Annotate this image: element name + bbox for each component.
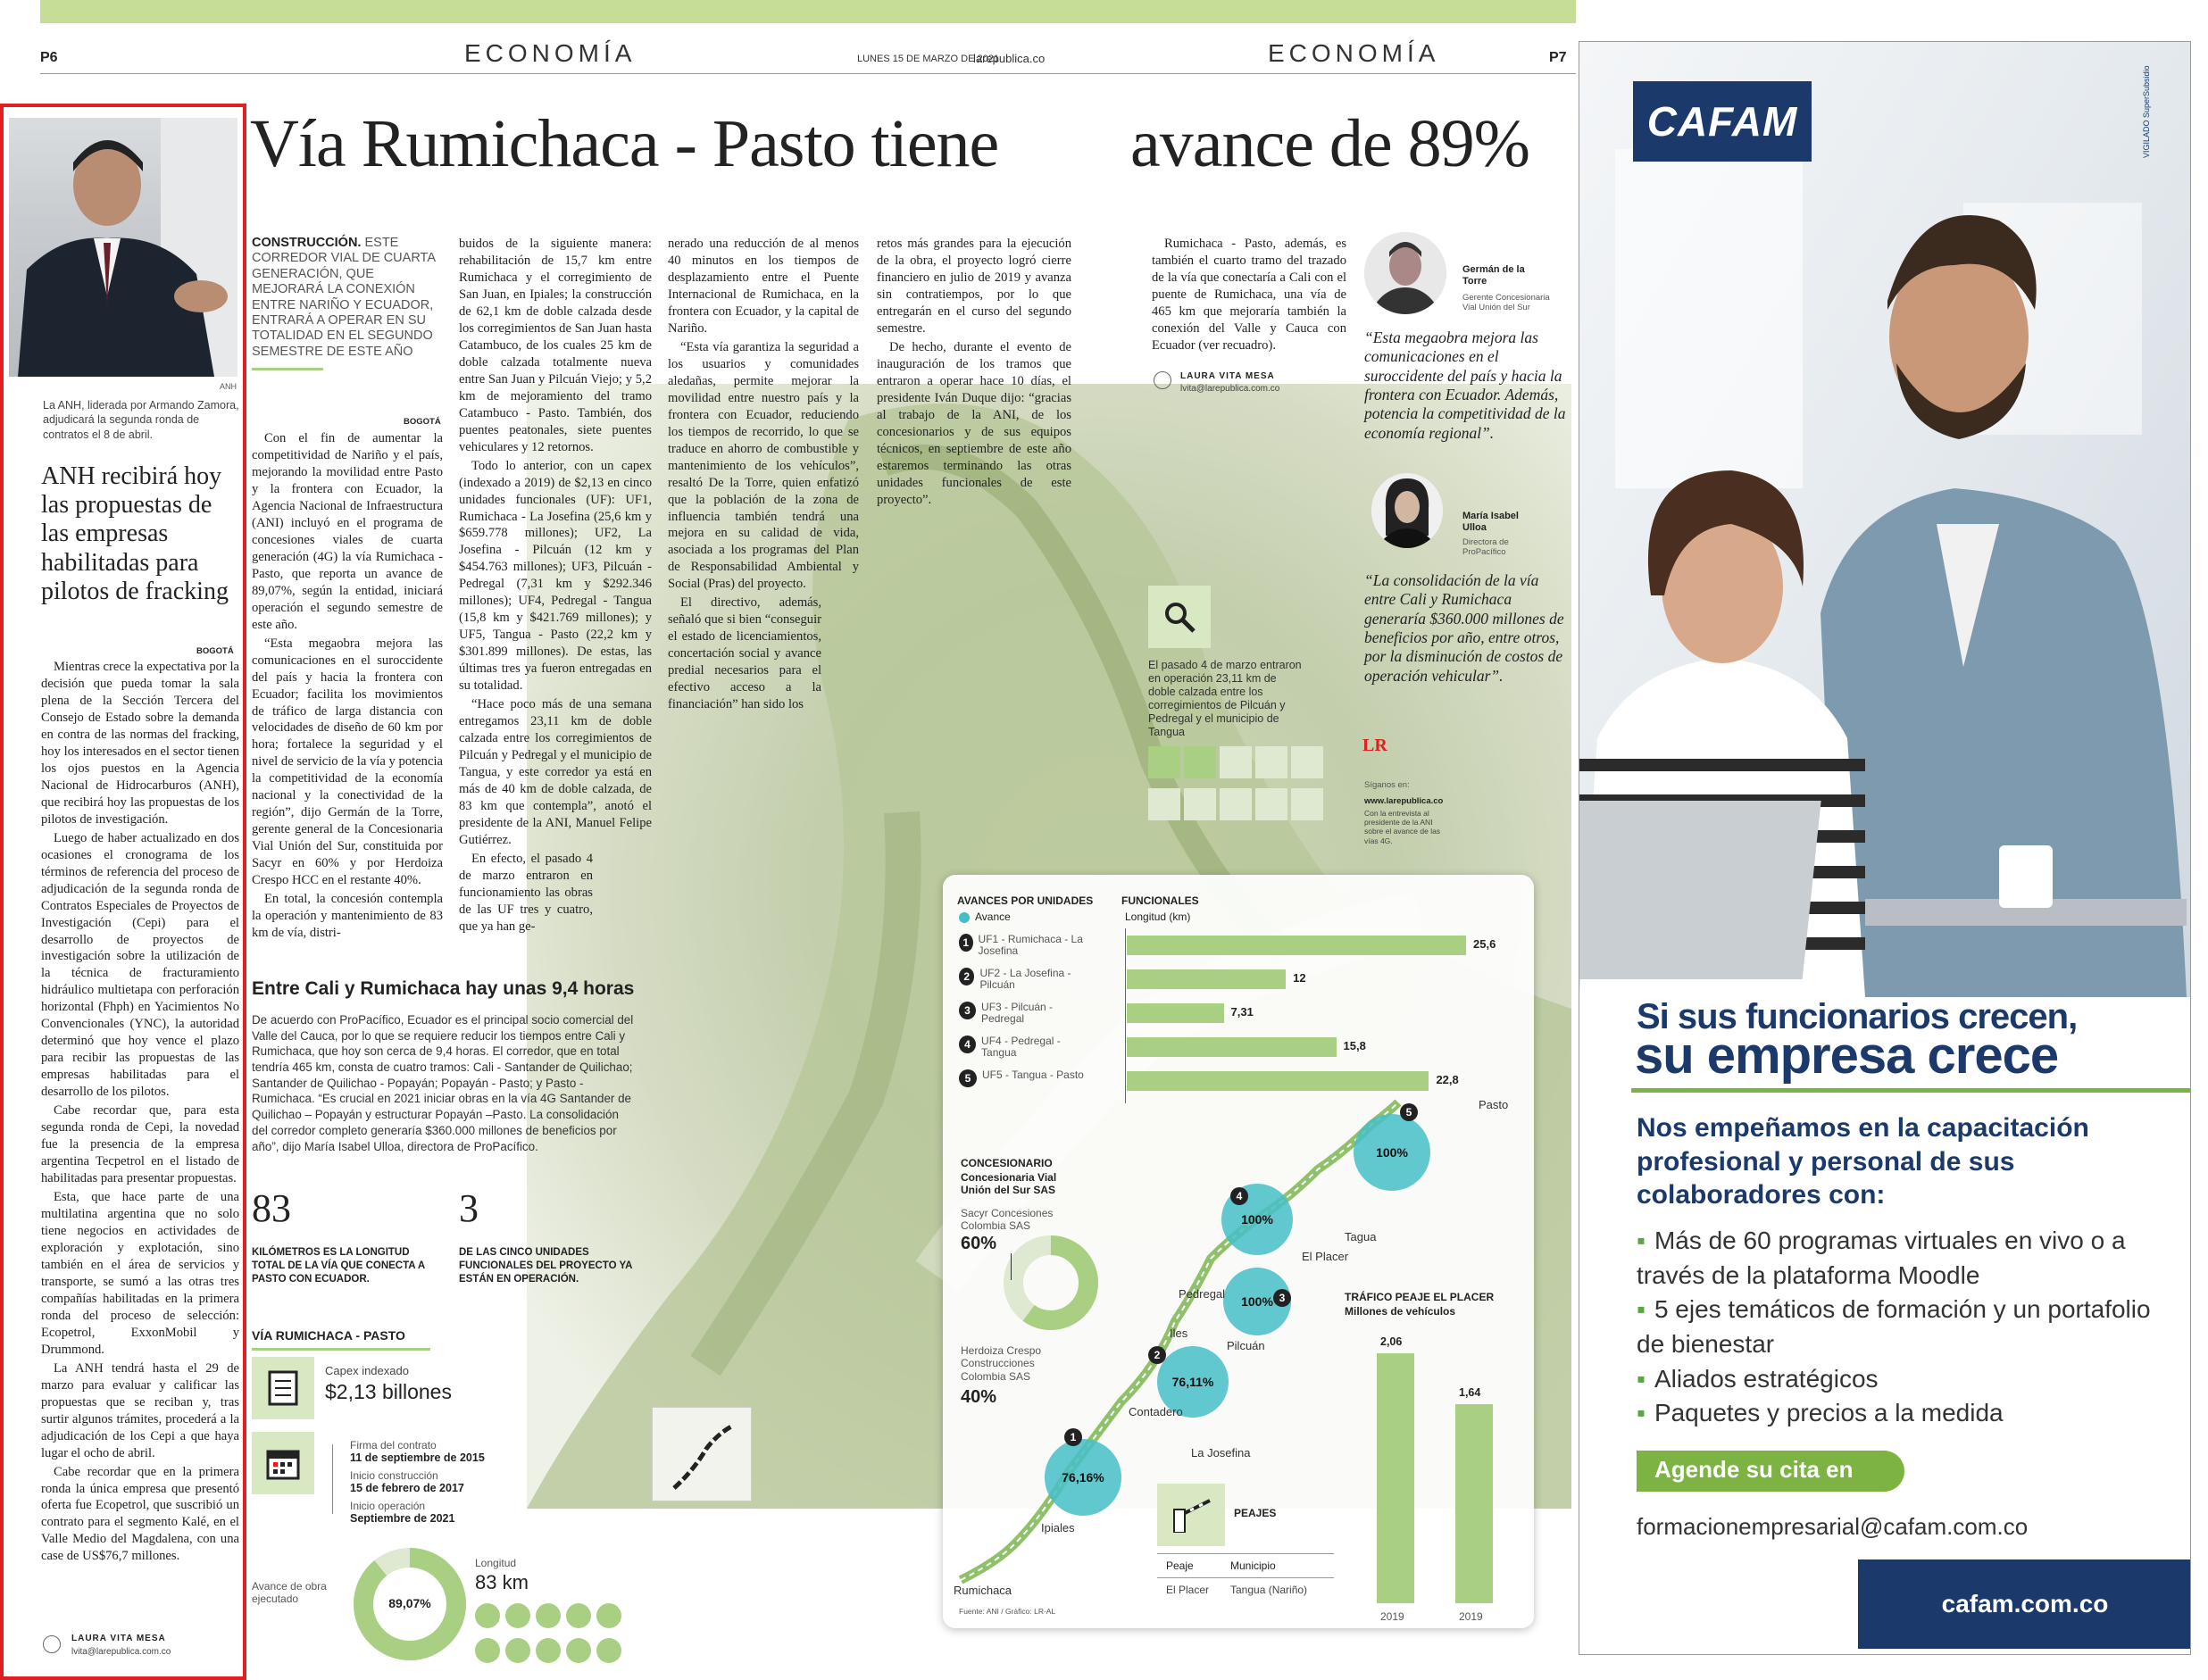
length-dot [566, 1638, 591, 1663]
ad-bullet: ▪ 5 ejes temáticos de formación y un portafolio de bienestar [1637, 1295, 2151, 1358]
main-paragraph: buidos de la siguiente manera: rehabilitación de 15,7 km entre Rumichaca y el corregimiento de San Juan, en Ipiales; la construcción de 62,1 km de doble calzada desde los corregimientos de San Juan hasta Catambuco, de los cuales 25 km de doble calzada totalmente nueva entre San Juan y Pilcuán Viejo; y 5,2 km de mejoramiento del tramo Catambuco - Pasto. También, dos puentes peatonales, siete puentes vehiculares y 12 retornos. [459, 237, 652, 454]
avance-label: Avance de obra ejecutado [252, 1580, 327, 1606]
avance-value: 89,07% [388, 1596, 431, 1610]
author-icon [43, 1635, 61, 1653]
ad-headline-2: su empresa crece [1635, 1027, 2059, 1085]
length-dot [566, 1603, 591, 1628]
header-date: LUNES 15 DE MARZO DE 2021 [857, 54, 999, 64]
factbox-rule [252, 1348, 430, 1351]
circle-pct: 100% [1376, 1145, 1408, 1160]
main-headline-part-a: Vía Rumichaca - Pasto tiene [250, 106, 999, 181]
ad-bullet: ▪ Paquetes y precios a la medida [1637, 1399, 2004, 1427]
main-col-5 [1152, 236, 1346, 356]
timeline-line [332, 1444, 333, 1514]
main-paragraph: nerado una reducción de al menos 40 minutos en los tiempos de desplazamiento entre el Puente Internacional de Rumichaca, en la frontera con Ecuador, y la capital de Nariño. [668, 237, 859, 336]
units-title: AVANCES POR UNIDADES [957, 894, 1094, 907]
document-icon-box [252, 1357, 314, 1419]
story-deck [252, 236, 441, 360]
ad-vigilado: VIGILADO SuperSubsidio [2142, 65, 2151, 158]
lr-logo: LR [1362, 736, 1387, 755]
main-paragraph: retos más grandes para la ejecución de la obra, el proyecto logró cierre financiero en julio de 2019 y avanza sin contratiempos, por lo que entregarán en el curso del segundo semestre. [877, 237, 1071, 336]
sub-headline: Entre Cali y Rumichaca hay unas 9,4 horas [252, 978, 635, 999]
ad-photo [1579, 42, 2191, 997]
toll-icon-box [1157, 1484, 1225, 1546]
length-bar-label: 12 [1293, 971, 1306, 985]
main-dateline: BOGOTÁ [404, 417, 441, 427]
follow-text: Con la entrevista al presidente de la ANI sobre el avance de las vías 4G. [1364, 809, 1441, 845]
quote1-name: Germán de la Torre [1462, 264, 1525, 287]
document-icon [268, 1370, 298, 1406]
length-bar-label: 15,8 [1343, 1039, 1366, 1052]
search-icon-box [1148, 586, 1211, 648]
top-green-bar [40, 0, 1576, 23]
peaje-col-header: Peaje [1166, 1559, 1194, 1572]
stat2-number: 3 [459, 1186, 479, 1230]
main-paragraph: Rumichaca - Pasto, además, es también el cuarto tramo del trazado de la vía que conectaría a Cali con el puente de Rumichaca, una vía de 465 km que mejoraría también la conexión del Valle y Cauca con Ecuador (ver recuadro). [1152, 237, 1346, 353]
circle-pct: 100% [1241, 1212, 1273, 1227]
capex-label: Capex indexado [325, 1364, 409, 1377]
progress-square [1184, 788, 1216, 820]
circle-pct: 76,16% [1062, 1470, 1104, 1485]
follow-label: Síganos en: [1364, 780, 1410, 790]
longitud-label: Longitud [475, 1557, 517, 1569]
herdoiza-pct: 40% [961, 1387, 997, 1407]
left-paragraph: Luego de haber actualizado en dos ocasiones el cronograma de los términos de referencia del proceso de adjudicación de la segunda ronda de Contratos Especiales de Proyectos de Investigación (Cepi) para el desarrollo de proyectos de investigación sobre la utilización de la técnica de fracturamiento hidráulico multietapa con perforación horizontal (Fhph) en Yacimientos No Convencionales (YNC), la autoridad determinó que hoy vence el plazo para recibir las propuestas de las empresas habilitadas para el desarrollo de los pilotos. [41, 830, 239, 1100]
left-story-dateline: BOGOTÁ [196, 646, 234, 656]
factbox-title: VÍA RUMICHACA - PASTO [252, 1328, 405, 1343]
place-label: El Placer [1302, 1250, 1349, 1263]
length-bar [1127, 1071, 1429, 1091]
progress-square [1255, 788, 1287, 820]
calendar-icon-box [252, 1432, 314, 1494]
operacion-value: Septiembre de 2021 [350, 1512, 455, 1525]
length-dot [475, 1603, 500, 1628]
main-paragraph: El directivo, además, señaló que si bien “conseguir el estado de licenciamientos, concertación social y avance predial necesarios para el efectivo acceso a la financiación” han sido los [668, 595, 821, 712]
main-col-1 [252, 430, 443, 944]
ad-frame [1579, 41, 2191, 1655]
unit-row [959, 1035, 1093, 1059]
left-paragraph: La ANH tendrá hasta el 29 de marzo para evaluar y calificar las propuestas que se reciban y, tras surtir algunos trámites, procederá a la adjudicación de los Cepi a que haya lugar el ocho de abril. [41, 1360, 239, 1460]
deck-rule [252, 368, 323, 370]
search-icon [1162, 599, 1197, 635]
traffic-bar [1455, 1404, 1493, 1603]
length-dot [505, 1603, 530, 1628]
peaje-table [1157, 1553, 1334, 1601]
place-label: Pilcuán [1227, 1339, 1265, 1352]
unit-number: 5 [959, 1069, 977, 1087]
sub-text: De acuerdo con ProPacífico, Ecuador es el principal socio comercial del Valle del Cauca, por lo que se requiere reducir los tiempos entre Cali y Rumichaca, que hoy son cerca de 9,4 horas. El corredor, que en total tendría 465 km, consta de cuatro tramos: Cali - Santander de Quilichao; Santander de Quilichao - Popayán; Popayán - Pasto; y Pasto - Rumichaca. “Es crucial en 2021 iniciar obras en la vía 4G Santander de Quilichao – Popayán y estructurar Popayán –Pasto. La consolidación del corredor completo generaría $360.000 millones de beneficios por año”, dijo María Isabel Ulloa, directora de ProPacífico. [252, 1013, 634, 1153]
main-paragraph: Con el fin de aumentar la competitividad de Nariño y el país, mejorando la movilidad entre Pasto y la frontera con Ecuador, la Agencia Nacional de Infraestructura (ANI) incluyó en el programa de concesiones viales de cuarta generación (4G) la vía Rumichaca - Pasto, que reporta un avance de 89,07%, según la entidad, iniciará operación el segundo semestre de este año. [252, 431, 443, 632]
unit-row [959, 1069, 1093, 1087]
inicio-value: 15 de febrero de 2017 [350, 1482, 464, 1494]
main-headline-part-b: avance de 89% [1130, 106, 1529, 181]
header-site: larepublica.co [973, 52, 1046, 65]
left-paragraph: Cabe recordar que, para esta segunda ronda de Cepi, la novedad fue la presencia de la empresa argentina Tecpetrol en el listado de habilitadas para presentar propuestas. [41, 1103, 239, 1186]
quote1-photo [1364, 232, 1446, 314]
quote1-role: Gerente Concesionaria Vial Unión del Sur [1462, 293, 1550, 313]
main-paragraph: En efecto, el pasado 4 de marzo entraron en funcionamiento las obras de las UF tres y cuatro, que ya han ge- [459, 851, 593, 934]
ad-bullet: ▪ Aliados estratégicos [1637, 1364, 1879, 1393]
peaje-municipio: Tangua (Nariño) [1230, 1584, 1308, 1596]
story-kicker: CONSTRUCCIÓN. [252, 236, 362, 250]
length-bar [1127, 936, 1466, 955]
length-bar-label: 7,31 [1230, 1005, 1254, 1019]
bar-axis [1125, 928, 1126, 1103]
progress-square [1220, 746, 1252, 778]
page-number-right: P7 [1549, 50, 1567, 65]
ad-cta-button[interactable] [1637, 1451, 1904, 1492]
stat2-label: DE LAS CINCO UNIDADES FUNCIONALES DEL PROYECTO YA ESTÁN EN OPERACIÓN. [459, 1247, 633, 1285]
unit-name: UF5 - Tangua - Pasto [982, 1069, 1084, 1081]
progress-circle-1 [1045, 1439, 1121, 1516]
main-paragraph: “Hace poco más de una semana entregamos 23,11 km de doble calzada entre los corregimientos de Pilcuán y Pedregal y el municipio de Tangua, y este corredor ya está en más de 40 km de doble calzada, de 83 km que contempla”, anotó el presidente de la ANI, Manuel Felipe Gutiérrez. [459, 697, 652, 847]
main-paragraph: De hecho, durante el evento de inauguración de los tramos que entraron a operar hace 10 días, el presidente Iván Duque dijo: “gracias al trabajo de la ANI, de los concesionarios y de sus equipos técnicos, en septiembre de este año estaremos terminando las otras unidades funcionales de este proyecto”. [877, 339, 1071, 507]
unit-name: UF1 - Rumichaca - La Josefina [978, 933, 1083, 958]
unit-number: 4 [959, 1035, 976, 1053]
longitud-dots [475, 1603, 654, 1668]
main-col-4 [877, 236, 1071, 511]
story-deck-text: ESTE CORREDOR VIAL DE CUARTA GENERACIÓN, QUE MEJORARÁ LA CONEXIÓN ENTRE NARIÑO Y ECUADOR, ENTRARÁ A OPERAR EN SU TOTALIDAD EN EL SEGUNDO SEMESTRE DE ESTE AÑO [252, 236, 436, 359]
author-icon [1154, 371, 1171, 389]
left-paragraph: Cabe recordar que en la primera ronda la única empresa que presentó oferta fue Ecopetrol, que suscribió un contrato para el segmento Kalé, en el Valle Medio del Magdalena, con una case de US$76,7 millones. [41, 1464, 239, 1564]
length-dot [536, 1603, 561, 1628]
inicio-label: Inicio construcción [350, 1469, 438, 1482]
sacyr-name: Sacyr Concesiones Colombia SAS [961, 1207, 1054, 1233]
avance-ring [350, 1544, 470, 1664]
main-paragraph: “Esta vía garantiza la seguridad a los usuarios y comunidades aledañas, permite mejorar la movilidad entre nuestro país y la frontera con Ecuador, reduciendo los tiempos de recorrido, lo que se traduce en ahorro de combustible y mantenimiento de los vehículos”, resaltó De la Torre, quien enfatizó que la población de la zona de influencia también tendrá una mejora en su calidad de vida, asociada a los programas del Plan de Responsabilidad Ambiental y Social (Pras) del proyecto. [668, 339, 859, 592]
route-line [943, 1098, 1534, 1607]
length-dot [596, 1603, 621, 1628]
left-author: LAURA VITA MESA [71, 1634, 166, 1643]
funcionales-title: FUNCIONALES [1121, 894, 1199, 907]
traffic-bar-label: 2,06 [1380, 1335, 1403, 1348]
firma-value: 11 de septiembre de 2015 [350, 1451, 485, 1464]
main-author-email: lvita@larepublica.com.co [1180, 384, 1280, 394]
main-col-2 [459, 236, 652, 937]
traffic-year-label: 2019 [1380, 1610, 1404, 1623]
photo-credit: ANH [220, 382, 237, 391]
unit-number: 1 [959, 934, 973, 952]
main-paragraph: En total, la concesión contempla la operación y mantenimiento de 83 km de vía, distri- [252, 892, 443, 941]
length-bar-label: 22,8 [1436, 1073, 1459, 1086]
left-story-headline: ANH recibirá hoy las propuestas de las empresas habilitadas para pilotos de fracking [41, 462, 229, 605]
length-bar [1127, 969, 1286, 989]
unit-number: 2 [959, 968, 974, 986]
unit-name: UF3 - Pilcuán - Pedregal [981, 1001, 1054, 1026]
place-label: La Josefina [1191, 1446, 1251, 1460]
peaje-name: El Placer [1166, 1584, 1210, 1596]
quote2-text: “La consolidación de la vía entre Cali y Rumichaca generaría $360.000 millones de beneficios por año, entre otros, por la disminución de costos de operación vehicular”. [1364, 571, 1564, 685]
concesionario-name: Concesionaria Vial Unión del Sur SAS [961, 1171, 1057, 1197]
graphic-source: Fuente: ANI / Gráfico: LR-AL [959, 1607, 1056, 1616]
herdoiza-name: Herdoiza Crespo Construcciones Colombia SAS [961, 1344, 1042, 1383]
quote1-text: “Esta megaobra mejora las comunicaciones en el suroccidente del país y hacia la frontera con Ecuador. Además, potencia la competitividad de la economía regional”. [1364, 329, 1566, 442]
traffic-bar [1377, 1353, 1414, 1603]
progress-square [1184, 746, 1216, 778]
circle-number: 2 [1148, 1346, 1166, 1364]
capex-value: $2,13 billones [325, 1380, 452, 1403]
place-label: Contadero [1129, 1405, 1183, 1418]
municipio-col-header: Municipio [1230, 1559, 1276, 1572]
place-label: Ipiales [1041, 1521, 1075, 1534]
place-label: Iles [1170, 1327, 1188, 1340]
length-bar-label: 25,6 [1473, 937, 1496, 951]
toll-gate-icon [1171, 1497, 1212, 1533]
ad-intro: Nos empeñamos en la capacitación profesional y personal de sus colaboradores con: [1637, 1113, 2089, 1210]
cafam-logo: CAFAM [1646, 98, 1798, 145]
ad-url: cafam.com.co [1941, 1590, 2109, 1618]
circle-pct: 76,11% [1171, 1375, 1214, 1389]
page-number-left: P6 [40, 50, 58, 65]
circle-number: 5 [1400, 1103, 1418, 1121]
length-bar [1127, 1037, 1337, 1057]
unit-number: 3 [959, 1002, 976, 1019]
ad-headline-1: Si sus funcionarios crecen, [1637, 997, 2078, 1036]
main-col-3 [668, 236, 859, 715]
main-author: LAURA VITA MESA [1180, 371, 1275, 381]
infobox-squares [1148, 746, 1345, 830]
sacyr-pct: 60% [961, 1234, 997, 1253]
unit-row [959, 1002, 1093, 1025]
progress-square [1291, 746, 1323, 778]
stat1-number: 83 [252, 1186, 291, 1230]
progress-circle-5 [1354, 1114, 1430, 1191]
trafico-unit: Millones de vehículos [1345, 1305, 1456, 1318]
length-dot [536, 1638, 561, 1663]
length-dot [505, 1638, 530, 1663]
circle-number: 3 [1273, 1289, 1291, 1307]
ad-url-bar[interactable] [1858, 1559, 2191, 1649]
main-paragraph: “Esta megaobra mejora las comunicaciones en el suroccidente del país y hacia la frontera con Ecuador; facilita los movimientos de tráfico de larga distancia con velocidades de diseño de 60 km por hora; fortalece la seguridad y el nivel de servicio de la vía y potencia la competitividad de la economía nacional y la conectividad de la región”, dijo Germán de la Torre, gerente general de la Concesionaria Vial Unión del Sur, constituida por Sacyr en 60% y por Herdoiza Crespo HCC en el restante 40%. [252, 636, 443, 888]
place-label: Pedregal [1179, 1287, 1226, 1301]
circle-number: 1 [1064, 1428, 1082, 1446]
ad-bullet: ▪ Más de 60 programas virtuales en vivo o a través de la plataforma Moodle [1637, 1227, 2126, 1289]
progress-square [1220, 788, 1252, 820]
place-label: Tagua [1345, 1230, 1377, 1243]
quote2-role: Directora de ProPacífico [1462, 537, 1509, 558]
ad-logo-box [1633, 81, 1812, 162]
legend-avance-dot [959, 912, 970, 923]
unit-row [959, 934, 1093, 957]
map-inset [652, 1407, 752, 1501]
progress-square [1148, 746, 1180, 778]
length-bar [1127, 1003, 1224, 1023]
length-dot [596, 1638, 621, 1663]
circle-number: 4 [1230, 1187, 1248, 1205]
place-label: Rumichaca [954, 1584, 1012, 1597]
header-rule [40, 73, 1576, 74]
unit-row [959, 968, 1093, 991]
progress-square [1148, 788, 1180, 820]
quote2-name: María Isabel Ulloa [1462, 511, 1519, 534]
longitud-axis-label: Longitud (km) [1125, 911, 1191, 923]
left-story-body [41, 659, 239, 1567]
traffic-year-label: 2019 [1459, 1610, 1483, 1623]
left-author-email: lvita@larepublica.com.co [71, 1647, 171, 1657]
quote2-photo [1371, 473, 1443, 548]
longitud-value: 83 km [475, 1571, 529, 1593]
progress-square [1255, 746, 1287, 778]
operacion-label: Inicio operación [350, 1500, 426, 1512]
left-paragraph: Mientras crece la expectativa por la decisión que pueda tomar la sala plena de la Sección Tercera del Consejo de Estado sobre la demanda en contra de las normas del fracking, hoy los interesados en el sector tienen los ojos puestos en la Agencia Nacional de Hidrocarburos (ANH), que recibirá hoy las propuestas de los pilotos de investigación. [41, 660, 239, 827]
follow-site[interactable]: www.larepublica.co [1364, 796, 1444, 806]
main-paragraph: Todo lo anterior, con un capex (indexado a 2019) de $2,13 en cinco unidades funcionales (UF): UF1, Rumichaca - La Josefina (25,6 km y $659.778 millones); UF2, La Josefina - Pilcuán (12 km y $454.763 millones); UF3, Pilcuán - Pedregal (7,31 km y $292.346 millones); UF4, Pedregal - Tangua (15,8 km y $421.769 millones); y UF5, Tangua - Pasto (22,2 km y $301.899 millones). De estas, las últimas tres ya fueron entregadas en su totalidad. [459, 458, 652, 694]
ad-cta-label: Agende su cita en [1654, 1456, 1854, 1483]
left-paragraph: Esta, que hace parte de una multilatina argentina que no solo tiene negocios en actividades de exploración y explotación, sino también en el área de servicios y transporte, se sumó a las otras tres compañías habilitadas en la primera ronda del proceso de selección: Ecopetrol, ExxonMobil y Drummond. [41, 1190, 239, 1357]
length-dot [475, 1638, 500, 1663]
stat1-label: KILÓMETROS ES LA LONGITUD TOTAL DE LA VÍA QUE CONECTA A PASTO CON ECUADOR. [252, 1247, 425, 1285]
peajes-title: PEAJES [1234, 1507, 1277, 1519]
unit-name: UF2 - La Josefina - Pilcuán [979, 967, 1071, 992]
ad-email[interactable]: formacionempresarial@cafam.com.co [1637, 1513, 2029, 1540]
traffic-bar-label: 1,64 [1459, 1386, 1481, 1400]
section-left: ECONOMÍA [464, 39, 637, 67]
section-right: ECONOMÍA [1268, 39, 1440, 67]
trafico-title: TRÁFICO PEAJE EL PLACER [1345, 1291, 1495, 1303]
left-story-caption: La ANH, liderada por Armando Zamora, adjudicará la segunda ronda de contratos el 8 de abril. [43, 399, 239, 441]
left-story-photo [9, 118, 237, 377]
firma-label: Firma del contrato [350, 1439, 437, 1451]
ad-bullets [1637, 1224, 2163, 1431]
calendar-icon [266, 1446, 300, 1480]
infobox-text: El pasado 4 de marzo entraron en operación 23,11 km de doble calzada entre los corregimientos de Pilcuán y Pedregal y el municipio de Tangua [1148, 659, 1302, 738]
place-label: Pasto [1479, 1098, 1509, 1111]
ad-rule [1631, 1088, 2190, 1093]
circle-pct: 100% [1241, 1294, 1273, 1309]
progress-square [1291, 788, 1323, 820]
legend-avance: Avance [975, 911, 1011, 923]
concesionario-title: CONCESIONARIO [961, 1157, 1053, 1169]
unit-name: UF4 - Pedregal - Tangua [981, 1035, 1061, 1060]
